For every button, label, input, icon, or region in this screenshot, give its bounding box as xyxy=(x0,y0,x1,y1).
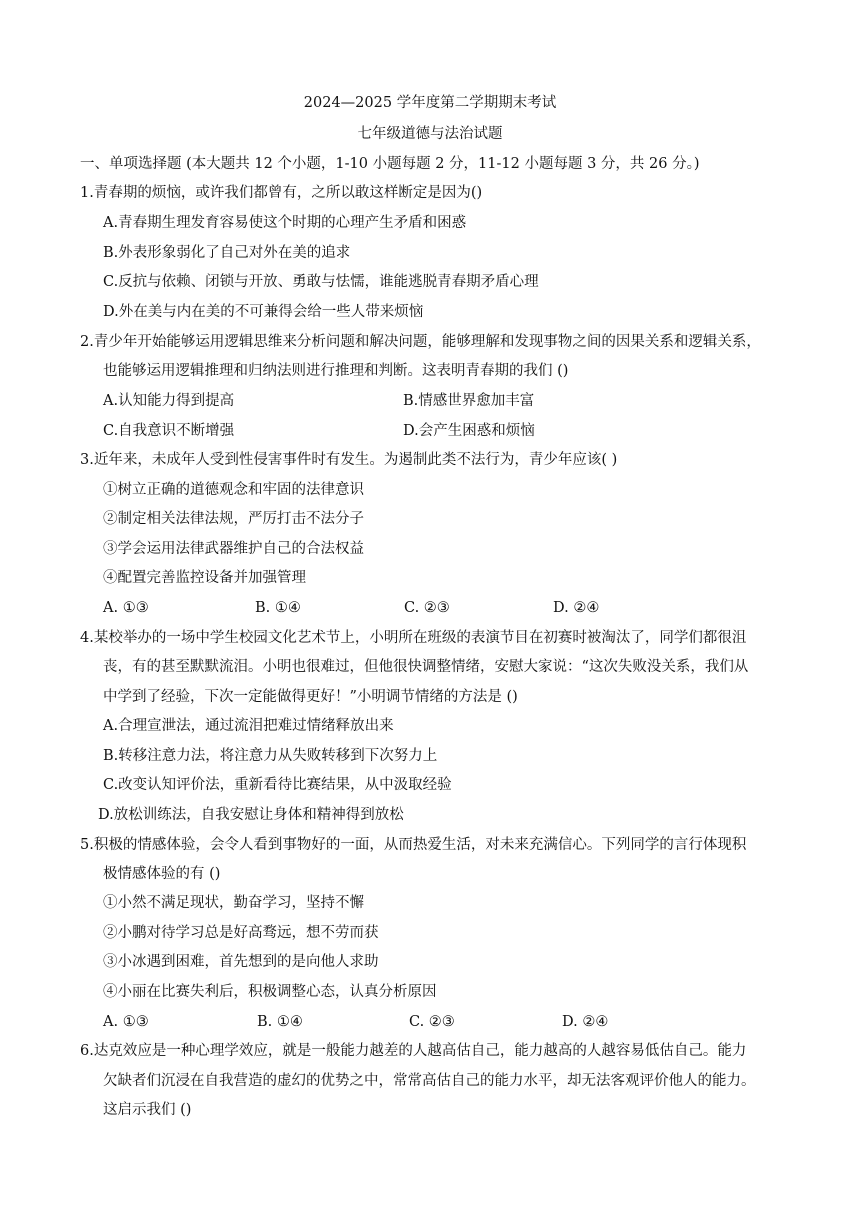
statement-2: ②小鹏对待学习总是好高骛远，想不劳而获 xyxy=(103,925,379,941)
question-stem: 6.达克效应是一种心理学效应，就是一般能力越差的人越高估自己，能力越高的人越容易低估自己。能力 xyxy=(80,1043,747,1059)
option-c: C.反抗与依赖、闭锁与开放、勇敢与怯懦，谁能逃脱青春期矛盾心理 xyxy=(103,274,539,290)
section-heading: 一、单项选择题 (本大题共 12 个小题，1-10 小题每题 2 分，11-12 小题每题 3 分，共 26 分。) xyxy=(80,156,700,172)
question-stem: 3.近年来，未成年人受到性侵害事件时有发生。为遏制此类不法行为，青少年应该( ) xyxy=(80,452,618,468)
option-d: D. ②④ xyxy=(553,600,600,616)
question-stem-continued: 欠缺者们沉浸在自我营造的虚幻的优势之中，常常高估自己的能力水平，却无法客观评价他人的能力。 xyxy=(103,1073,756,1089)
statement-1: ①树立正确的道德观念和牢固的法律意识 xyxy=(103,482,364,498)
question-stem-continued: 中学到了经验，下次一定能做得更好！”小明调节情绪的方法是 () xyxy=(103,689,518,705)
question-stem: 4.某校举办的一场中学生校园文化艺术节上，小明所在班级的表演节目在初赛时被淘汰了，同学们都很沮 xyxy=(80,630,747,646)
exam-subtitle: 七年级道德与法治试题 xyxy=(357,126,503,142)
option-a: A. ①③ xyxy=(103,1014,149,1030)
question-stem-continued: 丧，有的甚至默默流泪。小明也很难过，但他很快调整情绪，安慰大家说：“这次失败没关系，我们从 xyxy=(103,659,749,675)
question-stem: 5.积极的情感体验，会令人看到事物好的一面，从而热爱生活，对未来充满信心。下列同学的言行体现积 xyxy=(80,837,747,853)
option-c: C. ②③ xyxy=(409,1014,455,1030)
question-stem: 2.青少年开始能够运用逻辑思维来分析问题和解决问题，能够理解和发现事物之间的因果关系和逻辑关系， xyxy=(80,334,761,350)
question-stem-continued: 这启示我们 () xyxy=(103,1102,192,1118)
statement-4: ④配置完善监控设备并加强管理 xyxy=(103,570,306,586)
question-stem-continued: 也能够运用逻辑推理和归纳法则进行推理和判断。这表明青春期的我们 () xyxy=(103,363,569,379)
question-stem-continued: 极情感体验的有 () xyxy=(103,866,221,882)
statement-3: ③小冰遇到困难，首先想到的是向他人求助 xyxy=(103,954,379,970)
option-c: C.改变认知评价法，重新看待比赛结果，从中汲取经验 xyxy=(103,777,452,793)
option-d: D. ②④ xyxy=(562,1014,609,1030)
option-c: C.自我意识不断增强 xyxy=(103,423,235,439)
option-d: D.会产生困惑和烦恼 xyxy=(403,423,535,439)
option-d: D.放松训练法，自我安慰让身体和精神得到放松 xyxy=(98,807,404,823)
option-b: B. ①④ xyxy=(257,1014,303,1030)
option-b: B.情感世界愈加丰富 xyxy=(403,393,535,409)
option-a: A. ①③ xyxy=(103,600,149,616)
option-a: A.青春期生理发育容易使这个时期的心理产生矛盾和困惑 xyxy=(103,215,467,231)
option-c: C. ②③ xyxy=(404,600,450,616)
option-b: B.转移注意力法，将注意力从失败转移到下次努力上 xyxy=(103,748,438,764)
option-a: A.认知能力得到提高 xyxy=(103,393,235,409)
option-b: B.外表形象弱化了自己对外在美的追求 xyxy=(103,245,351,261)
option-d: D.外在美与内在美的不可兼得会给一些人带来烦恼 xyxy=(103,304,424,320)
statement-2: ②制定相关法律法规，严厉打击不法分子 xyxy=(103,511,364,527)
question-stem: 1.青春期的烦恼，或许我们都曾有，之所以敢这样断定是因为() xyxy=(80,185,483,201)
statement-4: ④小丽在比赛失利后，积极调整心态，认真分析原因 xyxy=(103,984,437,1000)
option-a: A.合理宣泄法，通过流泪把难过情绪释放出来 xyxy=(103,718,394,734)
exam-title: 2024—2025 学年度第二学期期末考试 xyxy=(303,95,557,111)
option-b: B. ①④ xyxy=(255,600,301,616)
statement-1: ①小然不满足现状，勤奋学习，坚持不懈 xyxy=(103,895,364,911)
statement-3: ③学会运用法律武器维护自己的合法权益 xyxy=(103,541,364,557)
